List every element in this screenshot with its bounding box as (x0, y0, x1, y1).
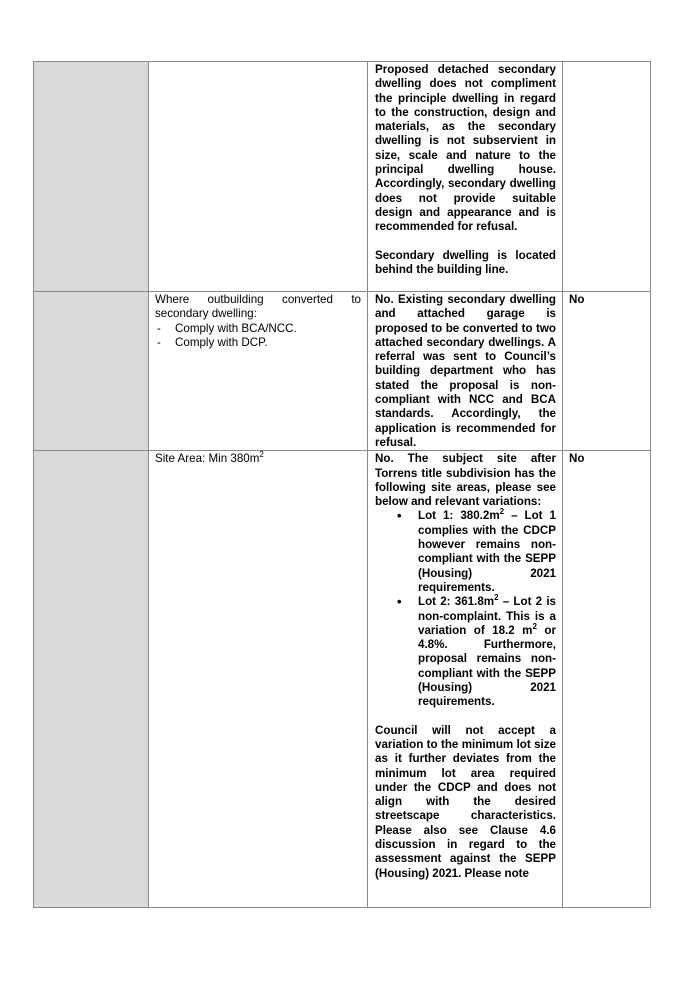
table-row (34, 292, 651, 451)
control-list (155, 322, 361, 351)
superscript: 2 (532, 621, 537, 631)
assessment-cell (368, 292, 563, 451)
assessment-paragraph: No. The subject site after Torrens title subdivision has the following site areas, please see below and relevant variations: (375, 452, 556, 509)
control-list-item: - Comply with BCA/NCC. (155, 322, 361, 336)
control-cell (149, 451, 368, 908)
control-cell (149, 292, 368, 451)
lot-list-item (375, 595, 556, 709)
assessment-cell (368, 451, 563, 908)
compliance-cell (563, 292, 651, 451)
table-row (34, 451, 651, 908)
lot-text: Lot 2: 361.8m (418, 595, 495, 609)
lot-text: or 4.8%. Furthermore, proposal remains non-compliant with the SEPP (Housing) 2021 requirements. (418, 623, 556, 709)
compliance-value (563, 62, 650, 63)
table-row (34, 62, 651, 292)
section-cell (34, 62, 149, 292)
lot-list-item (375, 509, 556, 595)
control-text: Where outbuilding converted to secondary dwelling: (155, 293, 361, 321)
section-cell (34, 292, 149, 451)
compliance-cell (563, 62, 651, 292)
section-cell (34, 451, 149, 908)
compliance-value: No (569, 452, 585, 466)
assessment-paragraph: Proposed detached secondary dwelling does not compliment the principle dwelling in regard to the construction, design and materials, as the secondary dwelling is not subservient in size, scale and nature to the principal dwelling house. Accordingly, secondary dwelling does not provide suitable design and appearance and is recommended for refusal. (375, 63, 556, 234)
superscript: 2 (494, 593, 499, 603)
assessment-paragraph: Council will not accept a variation to the minimum lot size as it further deviates from the minimum lot area required under the CDCP and does not align with the desired streetscape characteristics. Please also see Clause 4.6 discussion in regard to the assessment against the SEPP (Housing) 2021. Please note (375, 723, 556, 880)
control-text: Site Area: Min 380m (155, 452, 260, 466)
superscript: 2 (259, 450, 264, 460)
compliance-value: No (569, 293, 585, 306)
assessment-paragraph: No. Existing secondary dwelling and attached garage is proposed to be converted to two attached secondary dwellings. A referral was sent to Council’s building department who has stated the proposal is non-compliant with NCC and BCA standards. Accordingly, the application is recommended for refusal. (375, 293, 556, 449)
lot-list (375, 509, 556, 709)
lot-text: – Lot 2 is non-complaint. This is a variation of 18.2 m (418, 595, 556, 637)
assessment-cell (368, 62, 563, 292)
control-cell (149, 62, 368, 292)
compliance-cell (563, 451, 651, 908)
lot-text: – Lot 1 complies with the CDCP however remains non-compliant with the SEPP (Housing) 2021 requirements. (418, 509, 556, 594)
superscript: 2 (499, 507, 505, 517)
control-list-item: - Comply with DCP. (155, 336, 361, 350)
lot-text: Lot 1: 380.2m (418, 509, 500, 523)
assessment-table (33, 61, 651, 908)
assessment-paragraph: Secondary dwelling is located behind the building line. (375, 248, 556, 276)
